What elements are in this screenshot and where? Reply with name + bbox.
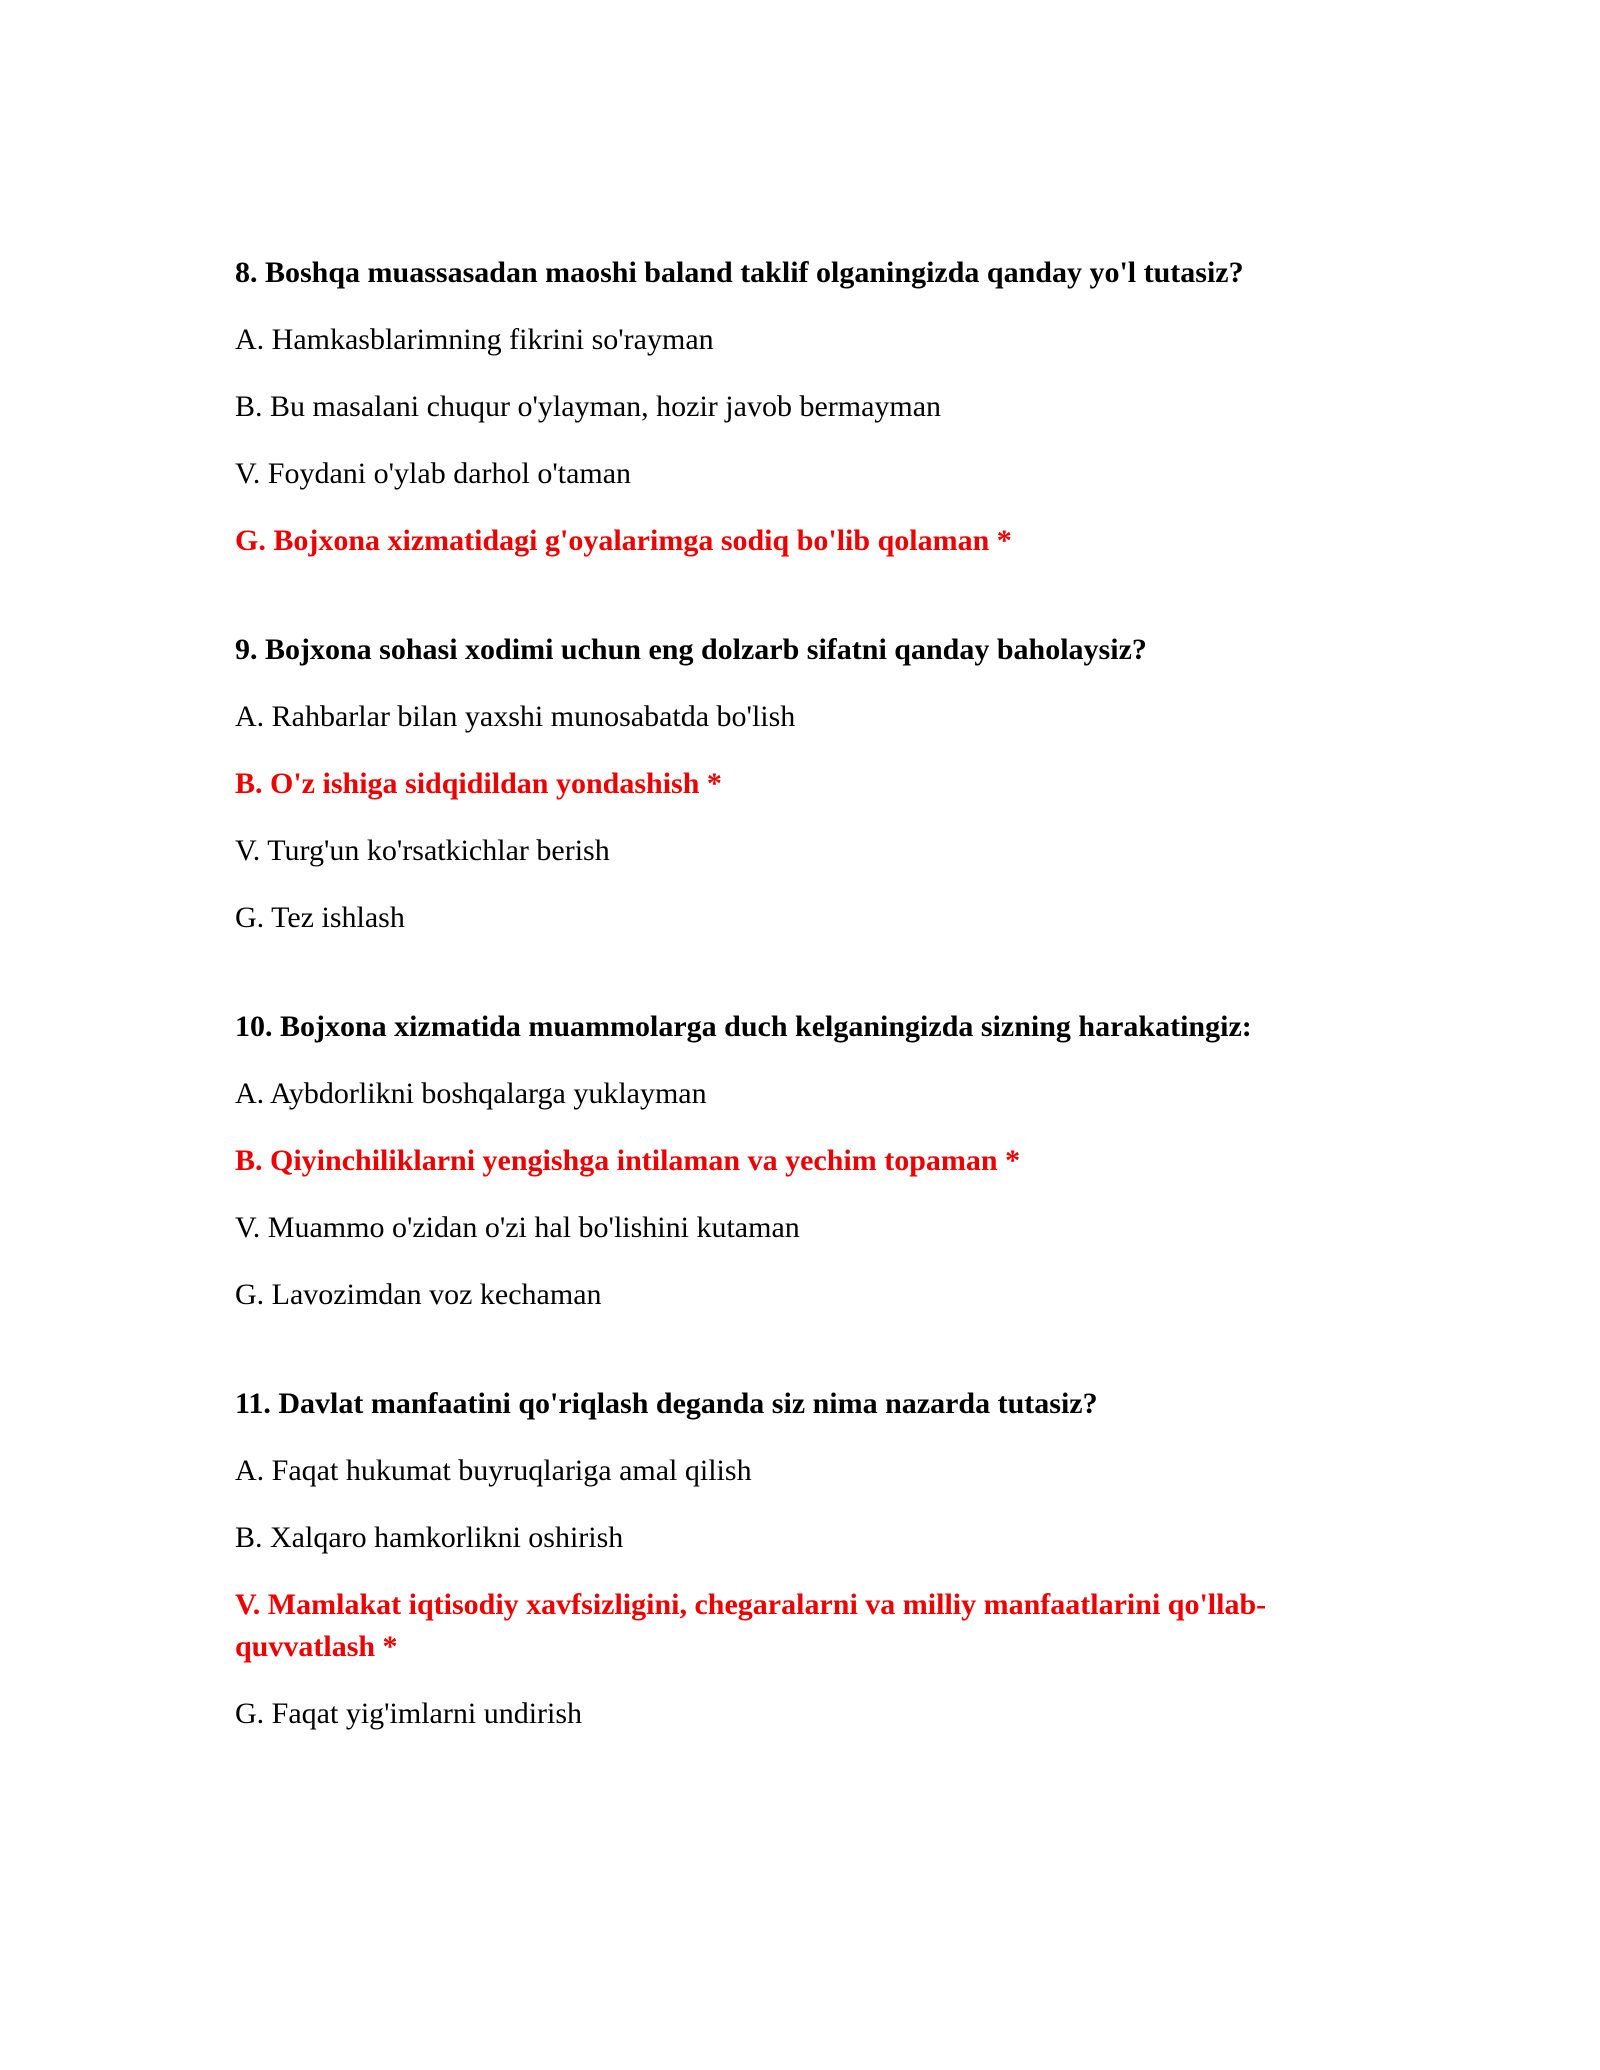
option-g: G. Lavozimdan voz kechaman (235, 1278, 602, 1311)
option-a: A. Rahbarlar bilan yaxshi munosabatda bo'lish (235, 700, 796, 733)
question-text: 11. Davlat manfaatini qo'riqlash deganda siz nima nazarda tutasiz? (235, 1387, 1098, 1420)
option-a: A. Faqat hukumat buyruqlariga amal qilish (235, 1454, 752, 1487)
option-v: V. Muammo o'zidan o'zi hal bo'lishini kutaman (235, 1211, 800, 1244)
document-page (235, 252, 1365, 1802)
option-v-correct: V. Mamlakat iqtisodiy xavfsizligini, chegaralarni va milliy manfaatlarini qo'llab-quvvatlash * (235, 1588, 1267, 1663)
option-v: V. Turg'un ko'rsatkichlar berish (235, 834, 610, 867)
option-g: G. Faqat yig'imlarni undirish (235, 1697, 583, 1730)
question-9 (235, 629, 1365, 939)
option-b: B. Xalqaro hamkorlikni oshirish (235, 1521, 624, 1554)
option-a: A. Hamkasblarimning fikrini so'rayman (235, 323, 714, 356)
option-v: V. Foydani o'ylab darhol o'taman (235, 457, 632, 490)
question-text: 9. Bojxona sohasi xodimi uchun eng dolzarb sifatni qanday baholaysiz? (235, 633, 1147, 666)
option-b: B. Bu masalani chuqur o'ylayman, hozir javob bermayman (235, 390, 942, 423)
option-g: G. Tez ishlash (235, 901, 405, 934)
question-8 (235, 252, 1365, 562)
question-text: 8. Boshqa muassasadan maoshi baland taklif olganingizda qanday yo'l tutasiz? (235, 256, 1244, 289)
question-text: 10. Bojxona xizmatida muammolarga duch kelganingizda sizning harakatingiz: (235, 1010, 1252, 1043)
option-b-correct: B. O'z ishiga sidqidildan yondashish * (235, 767, 722, 800)
option-g-correct: G. Bojxona xizmatidagi g'oyalarimga sodiq bo'lib qolaman * (235, 524, 1012, 557)
question-10 (235, 1006, 1365, 1316)
question-11 (235, 1383, 1365, 1735)
option-b-correct: B. Qiyinchiliklarni yengishga intilaman va yechim topaman * (235, 1144, 1021, 1177)
option-a: A. Aybdorlikni boshqalarga yuklayman (235, 1077, 707, 1110)
